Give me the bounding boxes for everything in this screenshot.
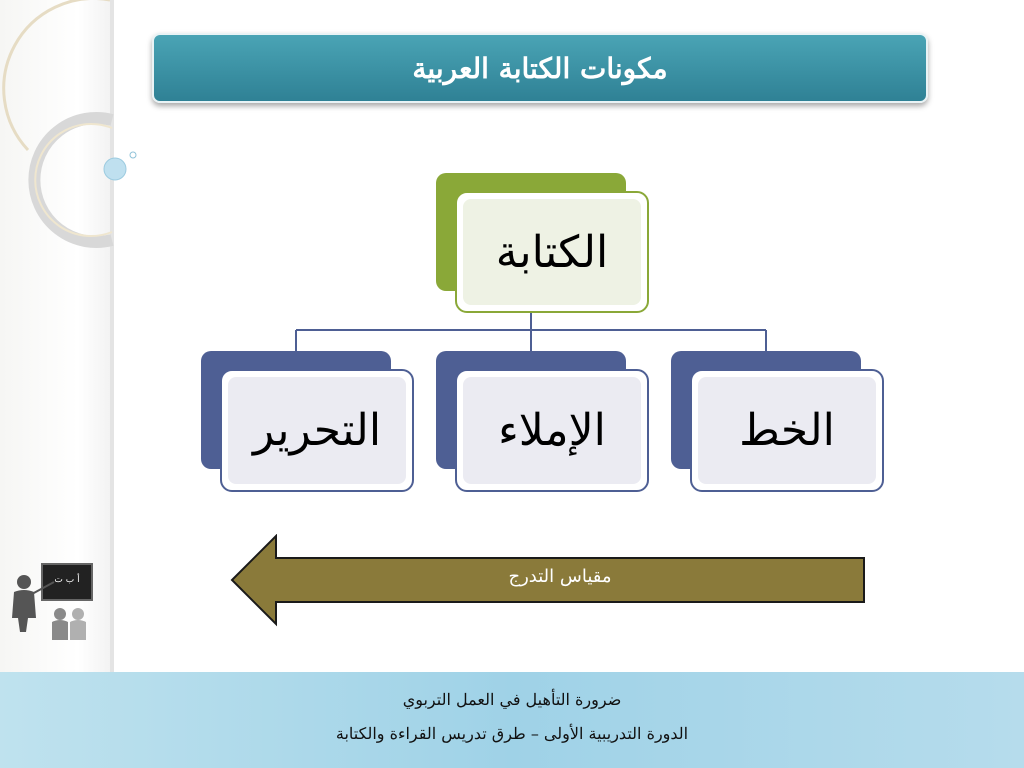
- child-node-imlaa: [455, 369, 649, 492]
- page-title: مكونات الكتابة العربية: [152, 33, 928, 103]
- arrow-label: مقياس التدرج: [508, 566, 612, 587]
- root-node: [455, 191, 649, 313]
- footer-line-1: ضرورة التأهيل في العمل التربوي: [402, 690, 622, 709]
- child-node-label: الإملاء: [498, 405, 606, 456]
- child-node-label: الخط: [739, 405, 835, 456]
- board-text: أ ب ت: [54, 575, 80, 585]
- footer-band: [0, 672, 1024, 768]
- root-node-label: الكتابة: [495, 226, 609, 278]
- child-node-tahrir: [220, 369, 414, 492]
- teacher-board-icon: [8, 562, 98, 644]
- child-node-label: التحرير: [252, 405, 382, 456]
- child-node-khat: [690, 369, 884, 492]
- footer-line-2: الدورة التدريبية الأولى – طرق تدريس القراءة والكتابة: [335, 724, 689, 743]
